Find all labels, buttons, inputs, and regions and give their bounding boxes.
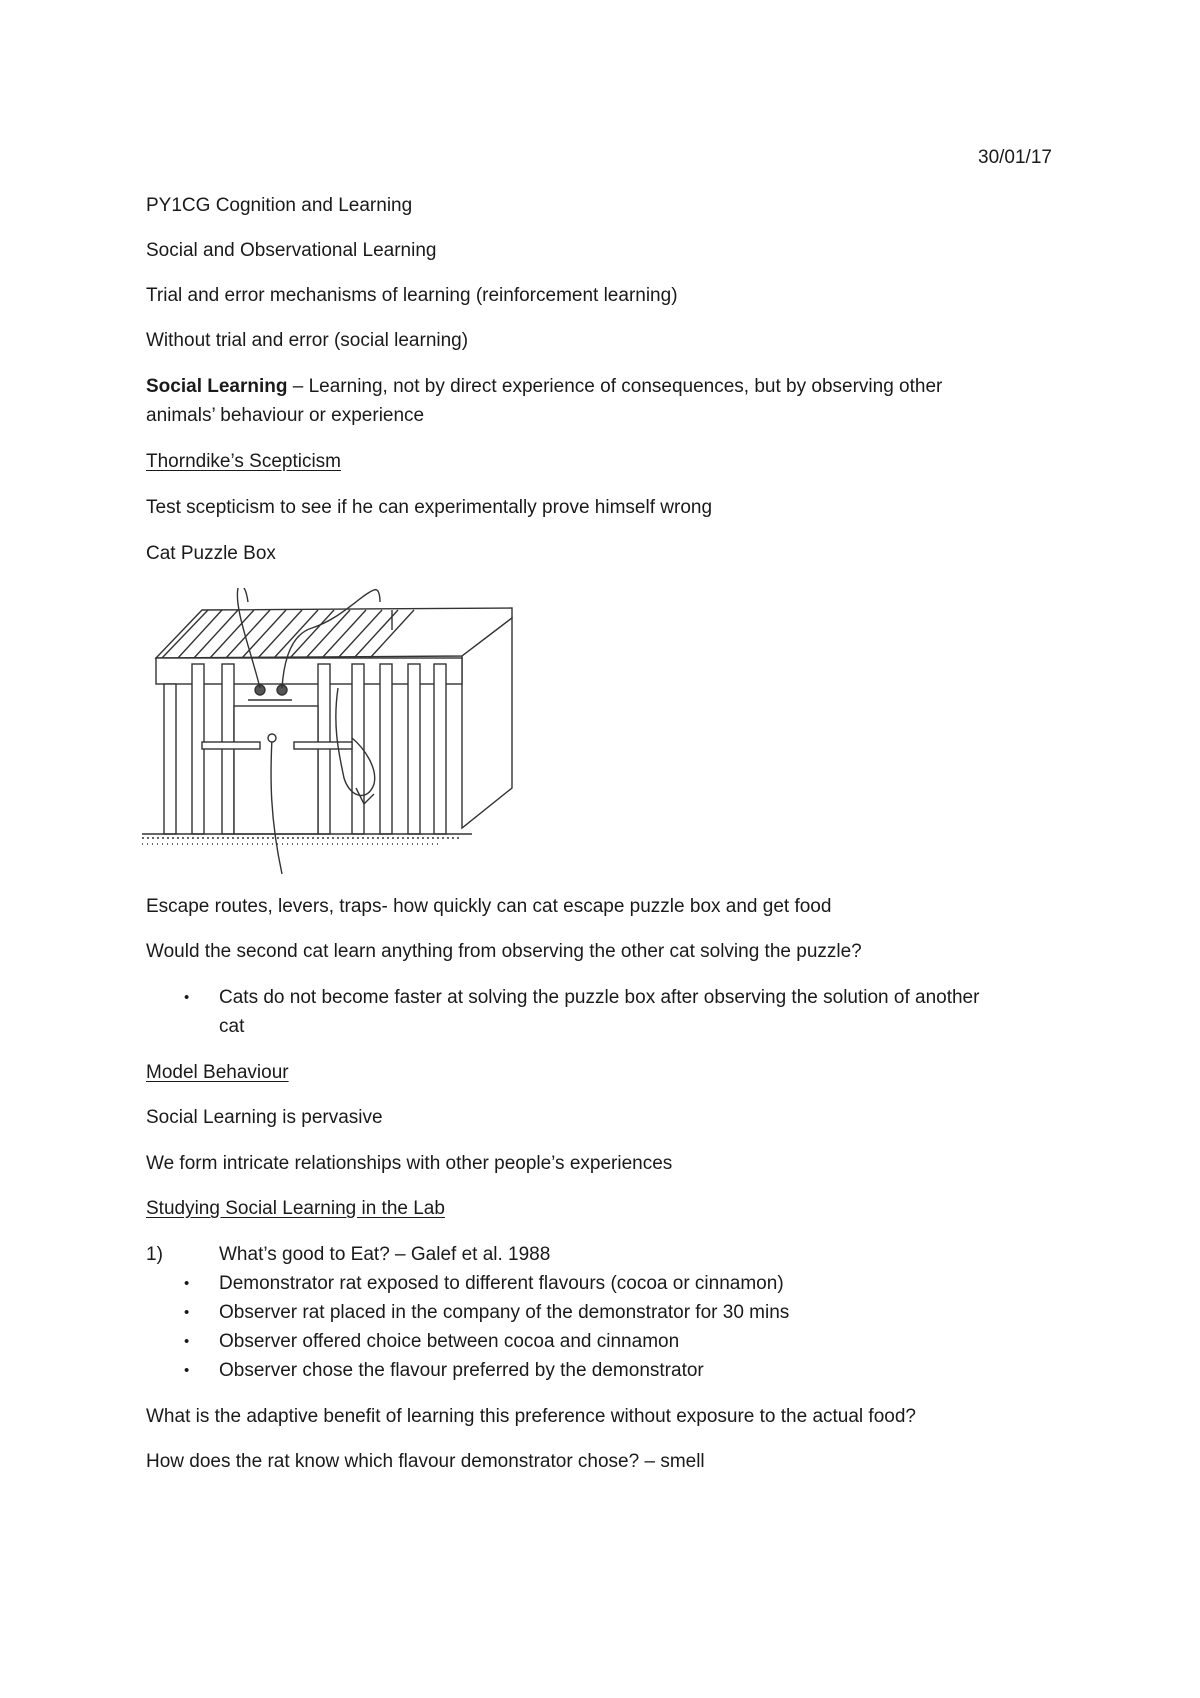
cat-puzzle-box-illustration	[142, 588, 522, 878]
cats-bullet-line1: Cats do not become faster at solving the puzzle box after observing the solution of another	[219, 987, 980, 1008]
social-learning-definition	[146, 375, 942, 399]
social-learning-def-part2: animals’ behaviour or experience	[146, 405, 425, 426]
pervasive-line: Social Learning is pervasive	[146, 1107, 383, 1128]
cats-bullet-line2: cat	[219, 1016, 245, 1037]
thorndike-heading: Thorndike’s Scepticism	[146, 451, 342, 472]
rat-bullet: Demonstrator rat exposed to different flavours (cocoa or cinnamon)	[219, 1273, 784, 1294]
item-number: 1)	[146, 1244, 163, 1265]
lab-heading: Studying Social Learning in the Lab	[146, 1198, 445, 1219]
second-cat-question: Would the second cat learn anything from observing the other cat solving the puzzle?	[146, 941, 862, 962]
escape-routes-line: Escape routes, levers, traps- how quickly can cat escape puzzle box and get food	[146, 896, 832, 917]
item-title: What’s good to Eat? – Galef et al. 1988	[219, 1244, 551, 1265]
without-trial-line: Without trial and error (social learning)	[146, 330, 469, 351]
rat-bullet: Observer rat placed in the company of the demonstrator for 30 mins	[219, 1302, 790, 1323]
social-learning-term: Social Learning	[146, 376, 288, 397]
trial-error-line: Trial and error mechanisms of learning (reinforcement learning)	[146, 285, 678, 306]
model-behaviour-heading: Model Behaviour	[146, 1062, 289, 1083]
bullet-icon: •	[184, 989, 190, 1006]
document-date: 30/01/17	[978, 147, 1052, 168]
social-learning-def-part1: – Learning, not by direct experience of consequences, but by observing other	[287, 376, 943, 397]
course-title: PY1CG Cognition and Learning	[146, 195, 413, 216]
bullet-icon: •	[184, 1275, 190, 1292]
bullet-icon: •	[184, 1304, 190, 1321]
test-scepticism-line: Test scepticism to see if he can experimentally prove himself wrong	[146, 497, 713, 518]
rat-bullet: Observer chose the flavour preferred by the demonstrator	[219, 1360, 704, 1381]
bullet-icon: •	[184, 1362, 190, 1379]
intricate-line: We form intricate relationships with other people’s experiences	[146, 1153, 673, 1174]
adaptive-question: What is the adaptive benefit of learning this preference without exposure to the actual food?	[146, 1406, 916, 1427]
rat-bullet: Observer offered choice between cocoa and cinnamon	[219, 1331, 680, 1352]
how-rat-knows-line: How does the rat know which flavour demonstrator chose? – smell	[146, 1451, 705, 1472]
lecture-topic: Social and Observational Learning	[146, 240, 437, 261]
bullet-icon: •	[184, 1333, 190, 1350]
cat-puzzle-box-label: Cat Puzzle Box	[146, 543, 276, 564]
